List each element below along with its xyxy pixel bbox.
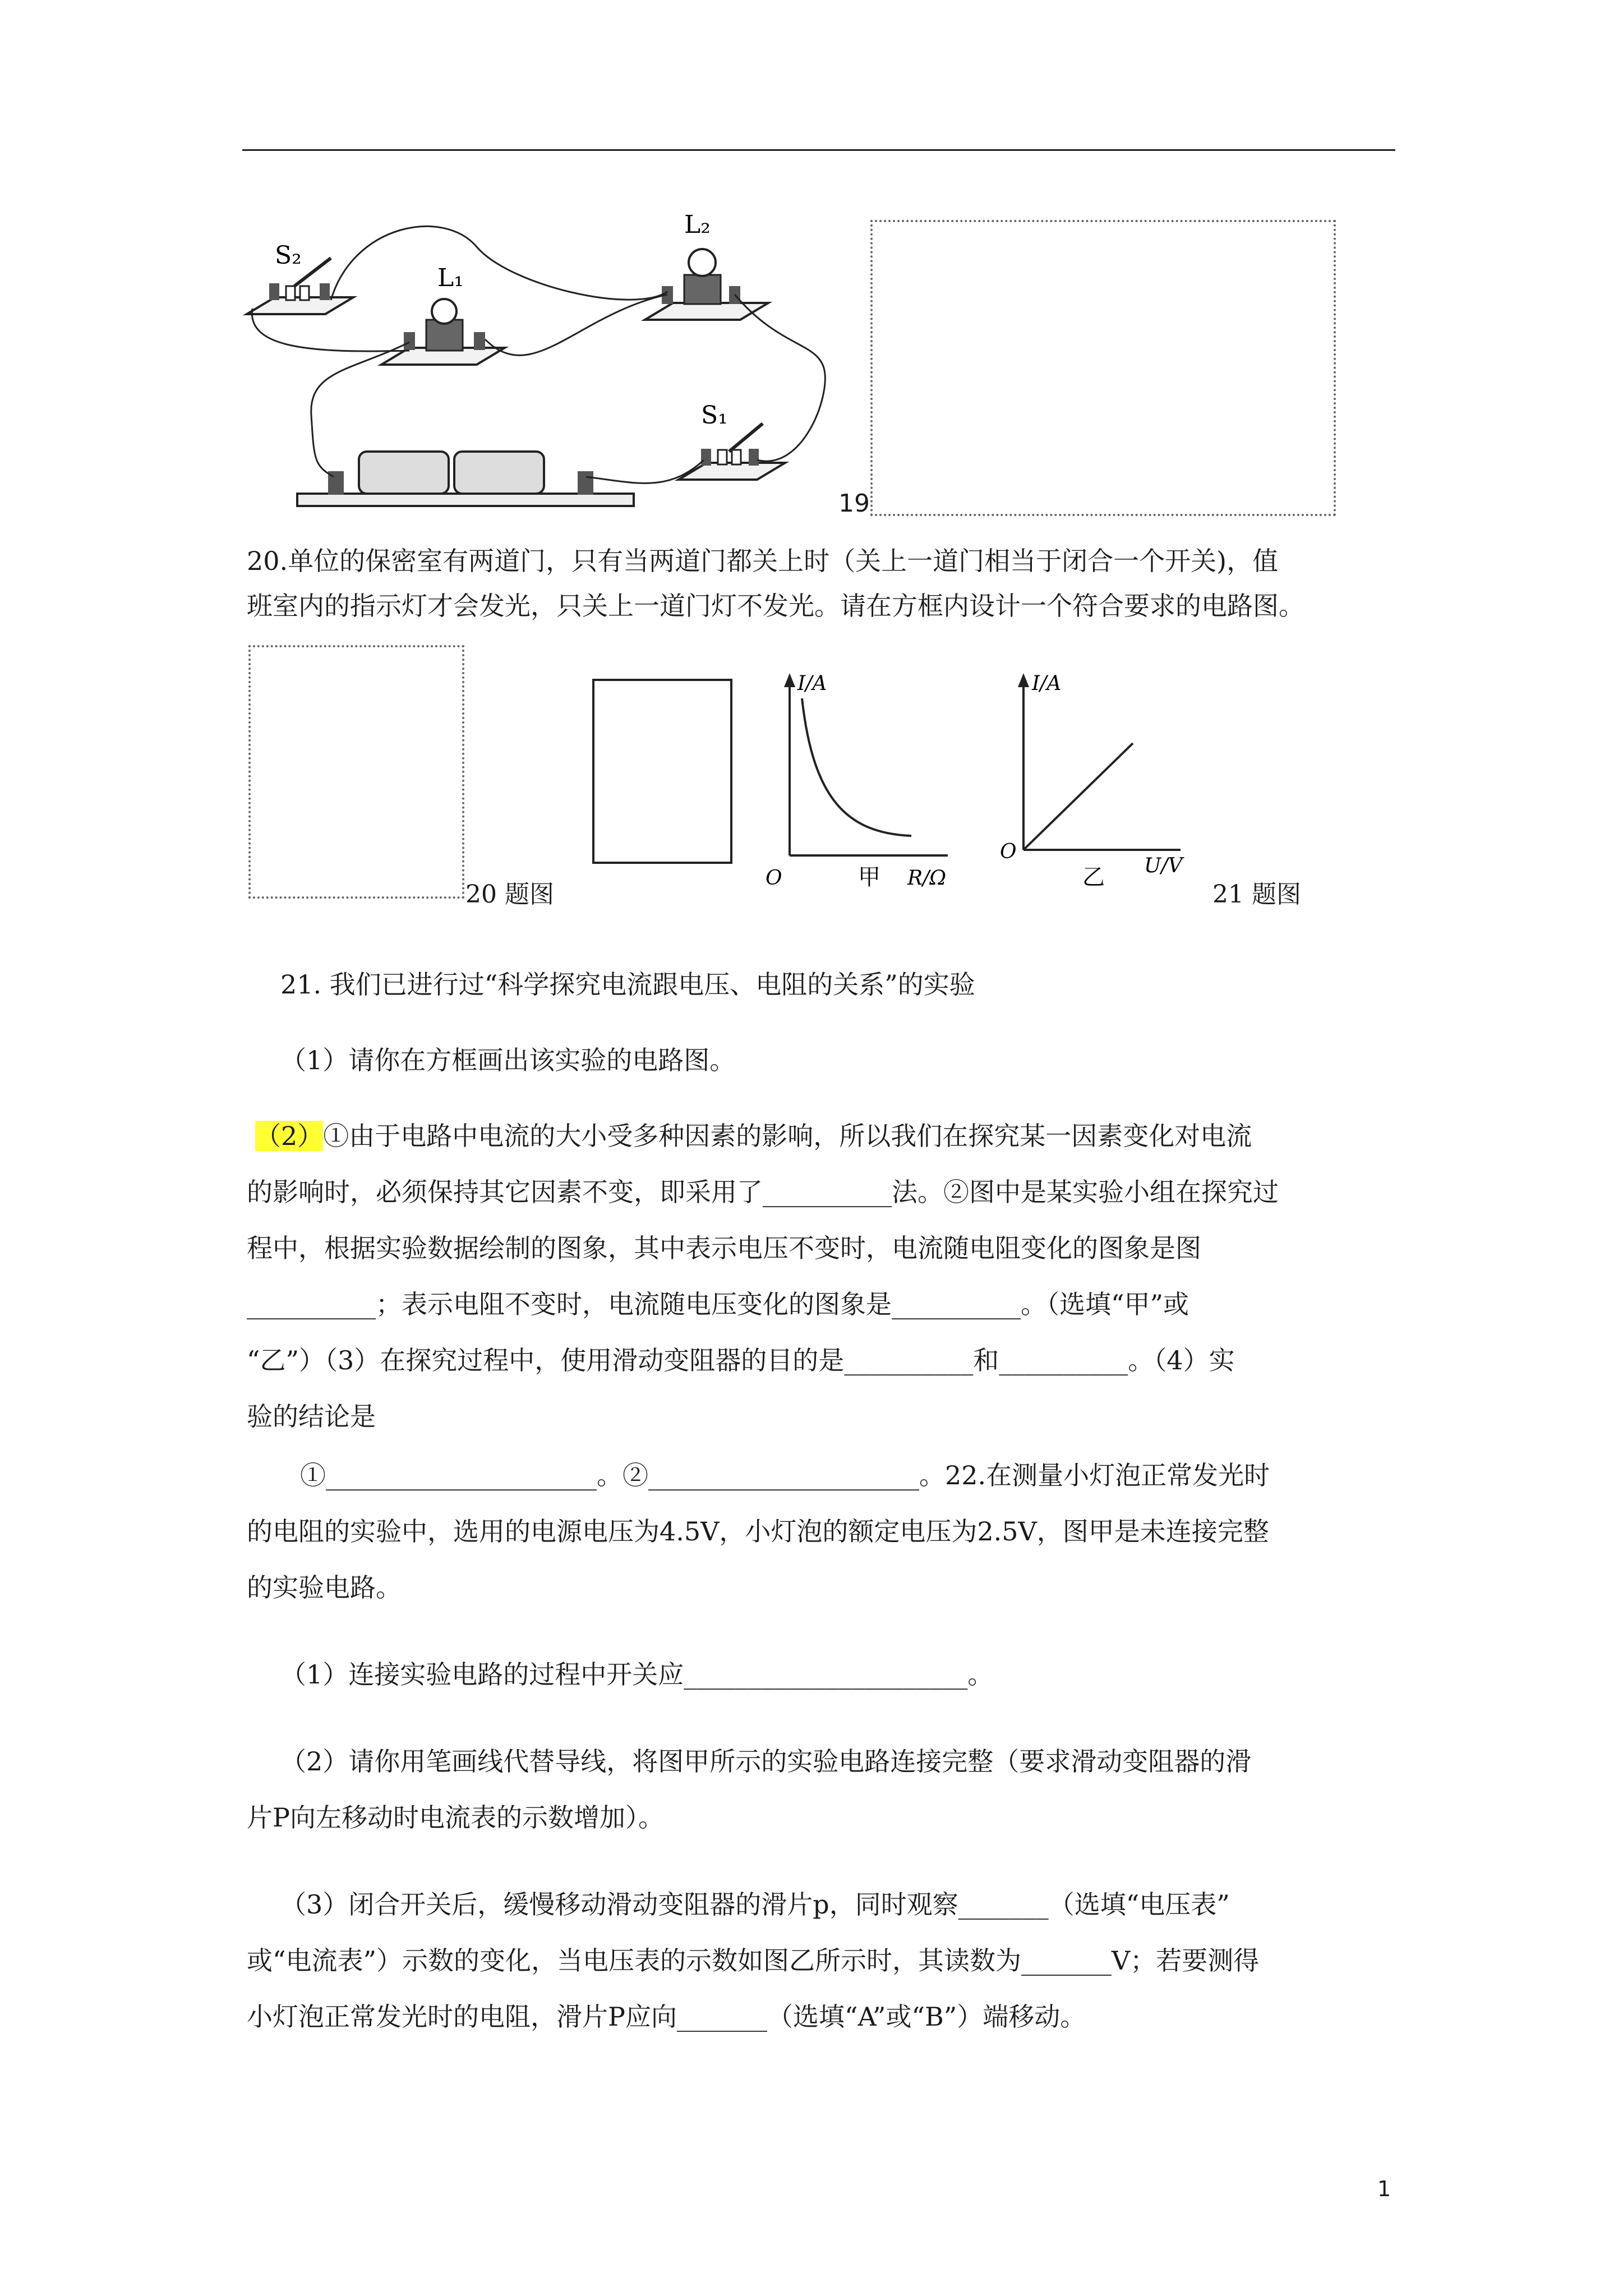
q21-part-2-line-5: “乙”）（3）在探究过程中，使用滑动变阻器的目的是__________和__________。（4）实 xyxy=(247,1345,1235,1375)
q22-part-2-line-2: 片P向左移动时电流表的示数增加）。 xyxy=(247,1802,664,1833)
graph-yi xyxy=(998,665,1211,889)
q22-part-2-line-1: （2）请你用笔画线代替导线，将图甲所示的实验电路连接完整（要求滑动变阻器的滑 xyxy=(280,1746,1252,1777)
q20-line-1: 20.单位的保密室有两道门，只有当两道门都关上时（关上一道门相当于闭合一个开关)，值 xyxy=(247,546,1279,576)
q21-part-2-line-4: __________；表示电阻不变时，电流随电压变化的图象是__________。（选填“甲”或 xyxy=(247,1289,1189,1319)
jia-name: 甲 xyxy=(858,864,880,889)
q21-part-2-line-1 xyxy=(255,1119,1252,1153)
label-l1: L₁ xyxy=(437,264,464,292)
q21-part-2-line-1-text: ①由于电路中电流的大小受多种因素的影响，所以我们在探究某一因素变化对电流 xyxy=(323,1121,1252,1151)
label-s1: S₁ xyxy=(701,401,728,430)
answer-box-21 xyxy=(592,679,732,864)
figure-20-caption: 20 题图 xyxy=(465,880,554,909)
q21-part-2-line-6: 验的结论是 xyxy=(247,1401,376,1432)
answer-box-19 xyxy=(870,220,1336,516)
yi-name: 乙 xyxy=(1082,864,1105,889)
q21-part-1: （1）请你在方框画出该实验的电路图。 xyxy=(280,1045,736,1075)
q22-part-3-line-2: 或“电流表”）示数的变化，当电压表的示数如图乙所示时，其读数为_______V；若要测得 xyxy=(247,1945,1260,1976)
q20-line-2: 班室内的指示灯才会发光，只关上一道门灯不发光。请在方框内设计一个符合要求的电路图。 xyxy=(247,591,1304,621)
q22-part-3-line-3: 小灯泡正常发光时的电阻，滑片P应向_______（选填“A”或“B”）端移动。 xyxy=(247,2001,1086,2032)
jia-y-label: I/A xyxy=(797,672,827,695)
circuit-photo-figure-19 xyxy=(241,202,886,516)
label-l2: L₂ xyxy=(684,210,711,239)
answer-box-20 xyxy=(248,645,464,899)
label-s2: S₂ xyxy=(275,241,302,270)
header-rule xyxy=(242,149,1395,151)
q21-title: 21. 我们已进行过“科学探究电流跟电压、电阻的关系”的实验 xyxy=(280,969,975,1000)
graph-jia xyxy=(763,665,976,889)
q22-line-3: 的实验电路。 xyxy=(247,1572,402,1603)
yi-origin: O xyxy=(1000,840,1017,863)
q21-part-2-line-3: 程中，根据实验数据绘制的图象，其中表示电压不变时，电流随电阻变化的图象是图 xyxy=(247,1233,1201,1263)
q22-part-3-line-1: （3）闭合开关后，缓慢移动滑动变阻器的滑片p，同时观察_______（选填“电压表” xyxy=(280,1889,1230,1920)
jia-x-label: R/Ω xyxy=(907,867,947,889)
q21-part-2-line-7: ①_____________________。②_____________________。22.在测量小灯泡正常发光时 xyxy=(300,1460,1270,1490)
q21-part-2-line-2: 的影响时，必须保持其它因素不变，即采用了__________法。②图中是某实验小组在探究过 xyxy=(247,1177,1279,1207)
figure-21-caption: 21 题图 xyxy=(1212,880,1301,909)
q21-part-2-highlight: （2） xyxy=(255,1121,324,1151)
figure-19-caption: 19 xyxy=(838,489,870,518)
page-number: 1 xyxy=(1377,2177,1391,2201)
q22-line-2: 的电阻的实验中，选用的电源电压为4.5V，小灯泡的额定电压为2.5V，图甲是未连接完整 xyxy=(247,1516,1269,1547)
jia-origin: O xyxy=(766,867,782,889)
yi-y-label: I/A xyxy=(1032,672,1062,695)
yi-x-label: U/V xyxy=(1144,854,1183,877)
q22-part-1: （1）连接实验电路的过程中开关应______________________。 xyxy=(280,1659,994,1690)
